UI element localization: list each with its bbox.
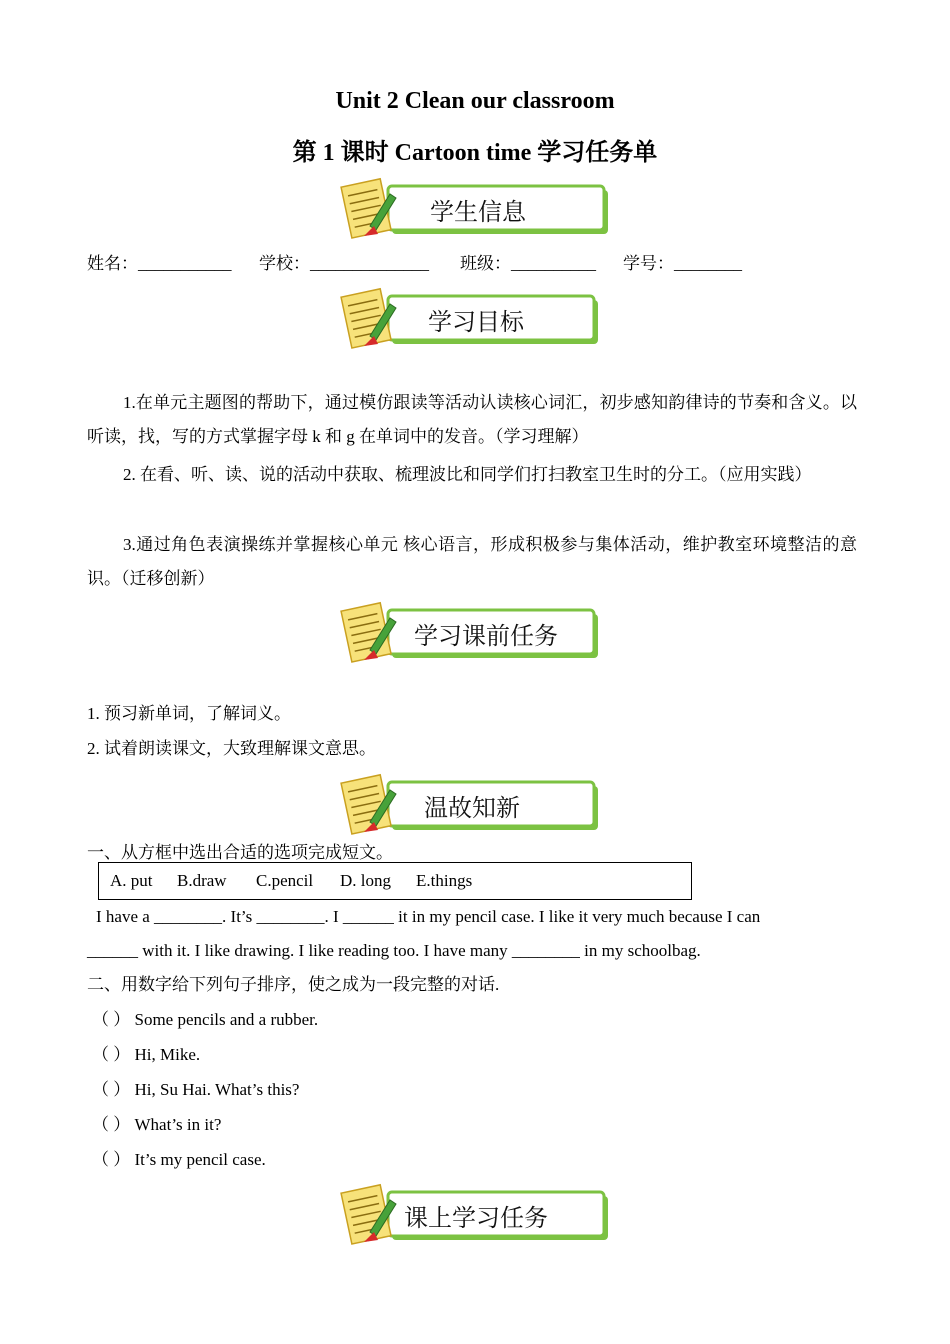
option: E.things (416, 871, 473, 890)
objective-2: 2. 在看、听、读、说的活动中获取、梳理波比和同学们打扫教室卫生时的分工。（应用实践） (123, 465, 812, 484)
badge-label: 学生信息 (430, 198, 526, 226)
exercise2-instruction: 二、用数字给下列句子排序，使之成为一段完整的对话. (87, 975, 500, 994)
ordering-sentence: It’s my pencil case. (134, 1150, 266, 1169)
objective-1: 1.在单元主题图的帮助下，通过模仿跟读等活动认读核心词汇，初步感知韵律诗的节奏和含义。以听读，找，写的方式掌握字母 k 和 g 在单词中的发音。（学习理解） (87, 393, 857, 446)
section-badge-class-tasks (340, 1182, 610, 1246)
ordering-sentence: Hi, Su Hai. What’s this? (134, 1080, 300, 1099)
ordering-item (92, 1114, 221, 1136)
options-box (98, 862, 692, 900)
option: B.draw (177, 871, 227, 890)
section-badge-objectives (340, 286, 610, 350)
ordering-item (92, 1044, 200, 1066)
exercise1-instruction: 一、从方框中选出合适的选项完成短文。 (87, 843, 393, 862)
objective-3: 3.通过角色表演操练并掌握核心单元 核心语言，形成积极参与集体活动，维护教室环境整洁的意识。（迁移创新） (87, 535, 857, 588)
student-number-field: 学号：________ (623, 254, 742, 273)
answer-blank[interactable]: （ ） (92, 1080, 131, 1099)
name-field: 姓名：___________ (87, 254, 232, 273)
badge-label: 学习课前任务 (414, 622, 558, 650)
ordering-sentence: What’s in it? (134, 1115, 222, 1134)
answer-blank[interactable]: （ ） (92, 1010, 131, 1029)
page-subtitle: 第 1 课时 Cartoon time 学习任务单 (292, 140, 658, 166)
cloze-line-2: ______ with it. I like drawing. I like reading too. I have many ________ in my schoolbag. (87, 941, 701, 960)
section-badge-preview-tasks (340, 600, 610, 664)
ordering-item (92, 1149, 266, 1171)
preview-item: 1. 预习新单词，了解词义。 (87, 704, 291, 723)
section-badge-student-info (340, 176, 610, 240)
badge-label: 温故知新 (424, 794, 520, 822)
option: A. put (110, 871, 153, 890)
ordering-sentence: Some pencils and a rubber. (134, 1010, 319, 1029)
class-field: 班级：__________ (460, 254, 596, 273)
answer-blank[interactable]: （ ） (92, 1045, 131, 1064)
preview-item: 2. 试着朗读课文，大致理解课文意思。 (87, 739, 376, 758)
section-badge-review (340, 772, 610, 836)
ordering-item (92, 1079, 299, 1101)
ordering-item (92, 1009, 318, 1031)
page-title: Unit 2 Clean our classroom (335, 88, 615, 114)
answer-blank[interactable]: （ ） (92, 1115, 131, 1134)
option: D. long (340, 871, 391, 890)
option: C.pencil (256, 871, 314, 890)
cloze-line-1: I have a ________. It’s ________. I ______ it in my pencil case. I like it very much because I can (96, 907, 761, 926)
badge-label: 课上学习任务 (404, 1204, 548, 1232)
ordering-sentence: Hi, Mike. (134, 1045, 201, 1064)
badge-label: 学习目标 (428, 308, 524, 336)
answer-blank[interactable]: （ ） (92, 1150, 131, 1169)
school-field: 学校：______________ (259, 254, 429, 273)
